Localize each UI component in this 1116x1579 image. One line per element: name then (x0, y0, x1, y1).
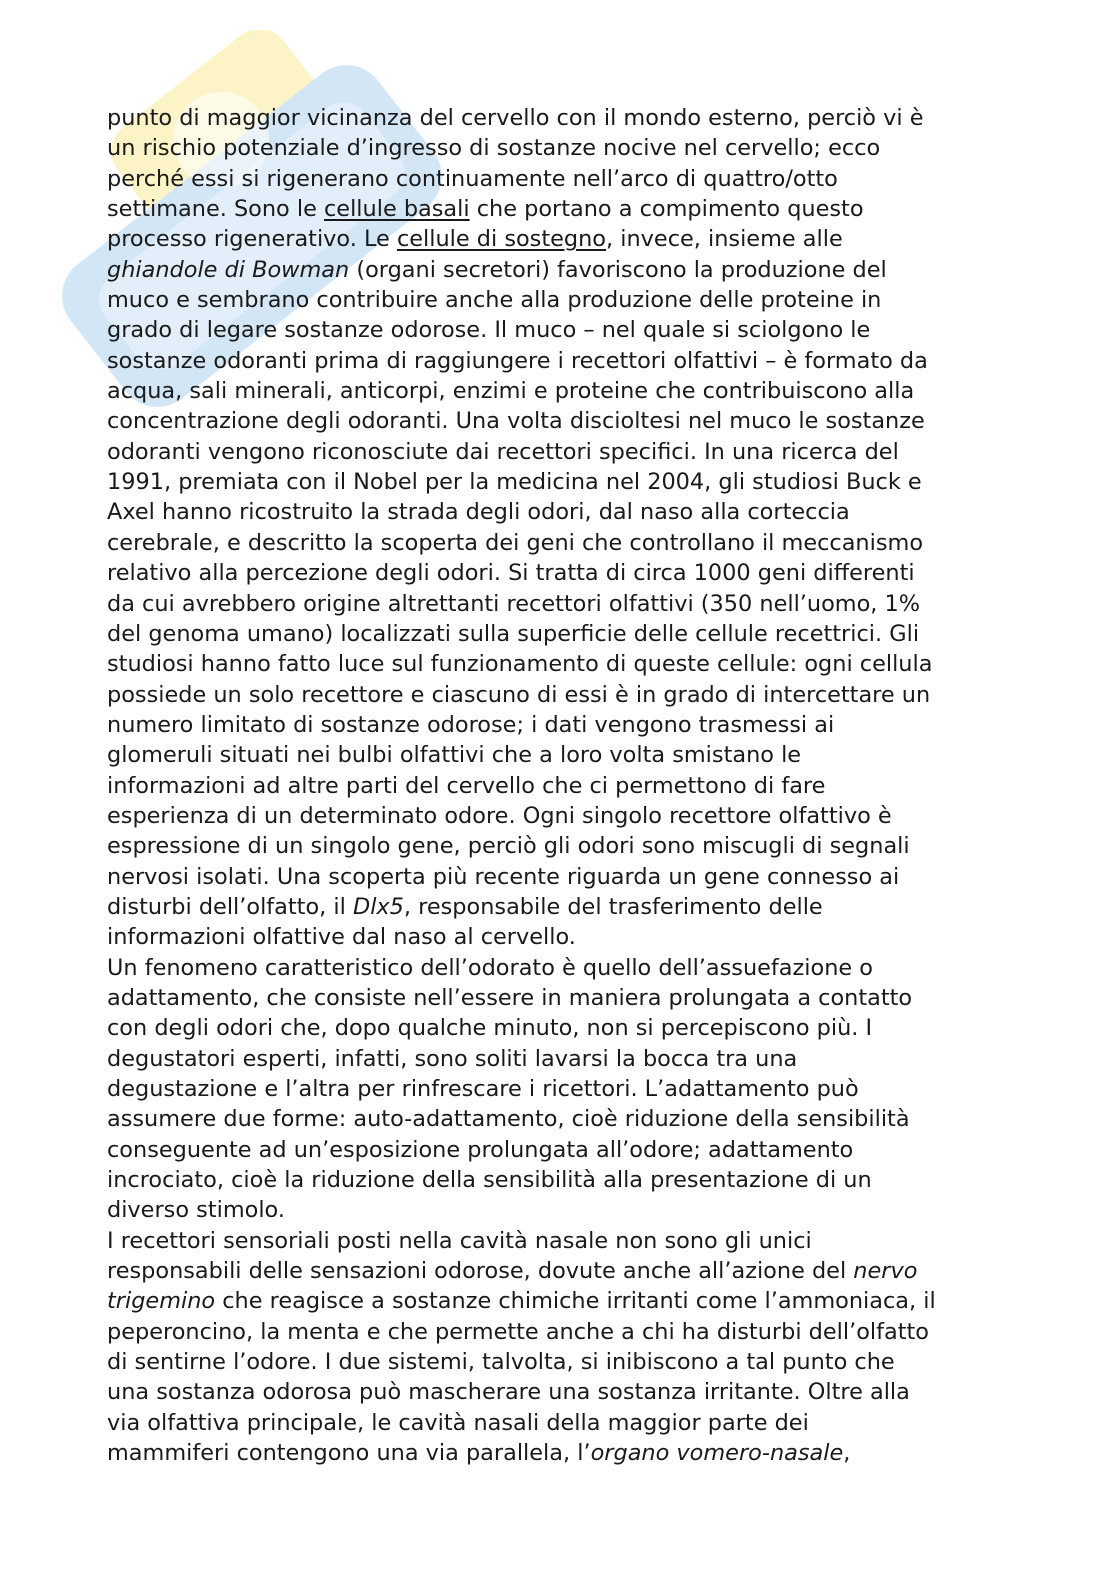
text-run: via olfattiva principale, le cavità nasali della maggior parte dei (107, 1409, 809, 1436)
text-run: I recettori sensoriali posti nella cavità nasale non sono gli unici (107, 1227, 812, 1254)
text-run: mammiferi contengono una via parallela, l’ (107, 1440, 591, 1467)
document-body (107, 103, 1012, 1468)
text-line (107, 619, 1012, 649)
text-run: processo rigenerativo. Le (107, 226, 397, 253)
text-run: degustatori esperti, infatti, sono soliti lavarsi la bocca tra una (107, 1045, 798, 1072)
text-line (107, 406, 1012, 436)
text-line (107, 922, 1012, 952)
text-run: con degli odori che, dopo qualche minuto, non si percepiscono più. I (107, 1015, 873, 1042)
text-run: responsabili delle sensazioni odorose, dovute anche all’azione del (107, 1258, 854, 1285)
italic-term: nervo (853, 1258, 918, 1285)
text-run: disturbi dell’olfatto, il (107, 893, 353, 920)
italic-term: organo vomero-nasale (590, 1440, 844, 1467)
text-line (107, 589, 1012, 619)
text-line (107, 164, 1012, 194)
text-run: del genoma umano) localizzati sulla superficie delle cellule recettrici. Gli (107, 620, 920, 647)
text-line (107, 1317, 1012, 1347)
text-line (107, 1438, 1012, 1468)
text-line (107, 1256, 1012, 1286)
text-line (107, 255, 1012, 285)
text-line (107, 831, 1012, 861)
text-run: , invece, insieme alle (606, 226, 843, 253)
text-line (107, 376, 1012, 406)
text-line (107, 649, 1012, 679)
text-line (107, 1195, 1012, 1225)
text-run: possiede un solo recettore e ciascuno di essi è in grado di intercettare un (107, 681, 931, 708)
text-line (107, 801, 1012, 831)
text-run: che reagisce a sostanze chimiche irritanti come l’ammoniaca, il (215, 1288, 936, 1315)
text-run: assumere due forme: auto-adattamento, cioè riduzione della sensibilità (107, 1106, 910, 1133)
text-line (107, 437, 1012, 467)
text-line (107, 1165, 1012, 1195)
text-run: perché essi si rigenerano continuamente nell’arco di quattro/otto (107, 165, 838, 192)
text-line (107, 1135, 1012, 1165)
text-run: cerebrale, e descritto la scoperta dei geni che controllano il meccanismo (107, 529, 924, 556)
text-run: , responsabile del trasferimento delle (403, 893, 823, 920)
italic-term: ghiandole di Bowman (107, 256, 350, 283)
text-run: concentrazione degli odoranti. Una volta discioltesi nel muco le sostanze (107, 408, 925, 435)
text-line (107, 862, 1012, 892)
text-line (107, 133, 1012, 163)
text-run: un rischio potenziale d’ingresso di sostanze nocive nel cervello; ecco (107, 135, 881, 162)
text-run: che portano a compimento questo (469, 196, 864, 223)
text-line (107, 1377, 1012, 1407)
text-run: odoranti vengono riconosciute dai recettori specifici. In una ricerca del (107, 438, 899, 465)
text-run: punto di maggior vicinanza del cervello con il mondo esterno, perciò vi è (107, 105, 924, 131)
text-run: relativo alla percezione degli odori. Si tratta di circa 1000 geni differenti (107, 560, 915, 587)
text-line (107, 315, 1012, 345)
text-line (107, 1226, 1012, 1256)
text-run: Axel hanno ricostruito la strada degli odori, dal naso alla corteccia (107, 499, 850, 526)
text-line (107, 558, 1012, 588)
text-line (107, 346, 1012, 376)
text-run: da cui avrebbero origine altrettanti recettori olfattivi (350 nell’uomo, 1% (107, 590, 921, 617)
text-run: espressione di un singolo gene, perciò gli odori sono miscugli di segnali (107, 833, 910, 860)
text-line (107, 892, 1012, 922)
text-line (107, 710, 1012, 740)
text-run: (organi secretori) favoriscono la produzione del (349, 256, 887, 283)
text-run: informazioni ad altre parti del cervello che ci permettono di fare (107, 772, 826, 799)
text-run: , (843, 1440, 851, 1467)
text-line (107, 497, 1012, 527)
text-run: grado di legare sostanze odorose. Il muco – nel quale si sciolgono le (107, 317, 871, 344)
text-run: sostanze odoranti prima di raggiungere i recettori olfattivi – è formato da (107, 347, 928, 374)
text-run: peperoncino, la menta e che permette anche a chi ha disturbi dell’olfatto (107, 1318, 929, 1345)
text-line (107, 1286, 1012, 1316)
text-line (107, 680, 1012, 710)
text-run: esperienza di un determinato odore. Ogni singolo recettore olfattivo è (107, 802, 892, 829)
text-run: degustazione e l’altra per rinfrescare i ricettori. L’adattamento può (107, 1076, 859, 1102)
text-line (107, 103, 1012, 133)
text-run: conseguente ad un’esposizione prolungata all’odore; adattamento (107, 1136, 854, 1163)
text-run: nervosi isolati. Una scoperta più recente riguarda un gene connesso ai (107, 863, 900, 890)
text-run: adattamento, che consiste nell’essere in maniera prolungata a contatto (107, 984, 913, 1011)
text-line (107, 285, 1012, 315)
text-line (107, 194, 1012, 224)
text-run: numero limitato di sostanze odorose; i dati vengono trasmessi ai (107, 711, 835, 738)
text-line (107, 1074, 1012, 1104)
text-run: acqua, sali minerali, anticorpi, enzimi e proteine che contribuiscono alla (107, 378, 915, 405)
text-run: informazioni olfattive dal naso al cervello. (107, 924, 576, 951)
italic-term: Dlx5 (352, 893, 404, 920)
text-line (107, 528, 1012, 558)
text-run: glomeruli situati nei bulbi olfattivi che a loro volta smistano le (107, 742, 802, 769)
text-line (107, 467, 1012, 497)
italic-term: trigemino (107, 1288, 216, 1315)
text-run: di sentirne l’odore. I due sistemi, talvolta, si inibiscono a tal punto che (107, 1349, 895, 1376)
text-run: studiosi hanno fatto luce sul funzionamento di queste cellule: ogni cellula (107, 651, 933, 678)
text-run: 1991, premiata con il Nobel per la medicina nel 2004, gli studiosi Buck e (107, 469, 922, 496)
text-run: una sostanza odorosa può mascherare una sostanza irritante. Oltre alla (107, 1379, 910, 1406)
text-line (107, 1104, 1012, 1134)
text-line (107, 1013, 1012, 1043)
text-line (107, 1408, 1012, 1438)
underlined-term: cellule di sostegno (396, 226, 607, 253)
text-run: settimane. Sono le (107, 196, 324, 223)
text-run: muco e sembrano contribuire anche alla produzione delle proteine in (107, 287, 882, 314)
text-line (107, 1044, 1012, 1074)
text-line (107, 953, 1012, 983)
text-run: diverso stimolo. (107, 1197, 285, 1224)
text-line (107, 771, 1012, 801)
text-line (107, 740, 1012, 770)
text-run: incrociato, cioè la riduzione della sensibilità alla presentazione di un (107, 1167, 872, 1194)
text-run: Un fenomeno caratteristico dell’odorato è quello dell’assuefazione o (107, 954, 873, 981)
text-line (107, 983, 1012, 1013)
underlined-term: cellule basali (324, 196, 470, 223)
text-line (107, 1347, 1012, 1377)
text-line (107, 224, 1012, 254)
